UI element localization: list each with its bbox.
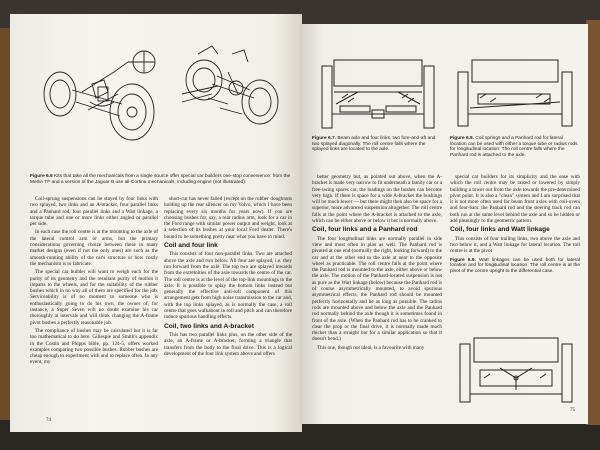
figure-6-8-caption: [450, 136, 578, 159]
paragraph: short-cut has never failed (except on the rubber doughnuts holding up the rear silencer on my Volvo, which I have been replacing every six months for years now). If you are choosing bushes for, say, a rear radius arm, look for a car in the Ford range with similar power output and weight, look at a selection of its bushes at your local Ford dealer. There's bound to be something pretty near what you have in mind.: [164, 196, 292, 240]
paragraph: The special car builder will want to weigh each for the purity of its geometry and the resultant purity of motion it imparts to the wheels, and for the suitability of the rubber bushes which in no way all of them are specified for the job. Serviceability is of no moment to someone who is enthusiastically going to do his own, the owner of, for instance, a Super Seven will no doubt examine his car thoroughly at intervals and will think changing the A-frame pivot bushes a perfectly reasonable job.: [30, 269, 158, 326]
paragraph: The compliance of bushes may be calculated but it is far too mathematical to do here. Gillespie and Smith's appendix in the Costin and Phipps bible, pp. 124-5, offers worked examples comparing two possible bushes. Rubber bushes are cheap enough to experiment with and to replace often. In any event, my: [30, 327, 158, 366]
left-page: [10, 14, 302, 432]
book-cover-edge-right: [586, 20, 600, 425]
right-page-column-1: [312, 174, 442, 353]
paragraph: The four longitudinal links are normally parallel in side view and most often in plan as well. The Panhard rod is pivoted at one end (normally the right, looking forward) to the car and at the other end to the axle at near to the opposite wheel as practicable. The roll centre falls at the point where the Panhard rod is mounted to the axle, either above or below the axle. The motion of the Panhard-located suspension is not as pure as the Watt linkage (below) because the Panhard rod is of course asymmetrically mounted, to avoid spurious asymmetrical effects, the Panhard rod should be mounted perfectly horizontally and be as long as possible. The radius rods are mounted above and below the axle and the Panhard rod normally behind the axle though it is sometimes found in front of the axle. (When the Panhard rod has to be cranked to clear the prop or the final drive, it is normally made much thicker than a straight bar for a similar application so that it doesn't bend.): [312, 235, 442, 343]
section-heading: Coil, two links and A-bracket: [164, 322, 254, 330]
figure-6-8-text: Coil springs and a Panhard rod for lateral location can be used with either a torque tube or radius rods for longitudinal location. The roll centre falls where the Panhard rod is attached to the axle.: [450, 136, 578, 159]
chassis-illustration: [32, 32, 282, 152]
page-number: 74: [46, 418, 51, 423]
paragraph: This consists of four non-parallel links. Two are attached above the axle and two below. All four are splayed, i.e. they run forward from the axle. The top two are splayed inwards from the extremities of the axle towards the centre of the car. The roll centre is at the level of the top-link mountings to the axle. It is possible to splay the bottom links instead but generally the effective anti-roll component of this arrangement gets from high noise transmission to the car and, with the top links splayed, as is normally the case, a roll centre that goes walkabout in roll and pitch and can therefore induce spurious handling effects.: [164, 251, 292, 321]
paragraph: This consists of four trailing links, two above the axle and two below it, and a Watt linkage for lateral location. The roll centre is at the pivot: [450, 235, 580, 255]
figure-6-6-caption: [30, 174, 295, 185]
figure-6-9-text: Watt linkages can be used both for lateral location and for longitudinal location. The roll centre is at the pivot of the centre upright to the differential case.: [450, 257, 580, 274]
paragraph: This has two parallel links plus, on the other side of the axle, an A-frame or A-bracket, forming a triangle that transfers from the body to the final drive. This is a logical development of the four link system above and offers: [164, 331, 292, 357]
figure-6-7-caption: [312, 136, 440, 153]
paragraph: special car builders for its simplicity and the ease with which the roll centre may be raised or lowered by simply building a tower out from the axle towards the pre-determined pivot point. It is also a "clean" system and I am surprised that it is not more often used for beam front axles with coil-overs and four-bars: the Panhard rod and the steering track rod can both run at the same level behind the axle and so be hidden or add pleasingly to the geometric pattern.: [450, 174, 580, 225]
left-page-column-2: [164, 196, 292, 359]
section-heading: Coil and four link: [164, 242, 218, 250]
figure-6-7-label: Figure 6.7.: [312, 136, 336, 141]
section-heading: Coil, four links and Watt linkage: [450, 226, 550, 234]
paragraph: In each case the roll centre is at the mounting to the axle of the lateral control arm or arms, but the primary considerations governing choice between these in many market designs (even if not the only ones) are such as the smooth-running ability of the car's structure or how costly the mechanism is to fabricate.: [30, 229, 158, 267]
figure-6-9-label: Figure 6.9.: [450, 257, 476, 263]
figure-6-7-text: Beam axle and four links, two fore-and-aft and two splayed diagonally. The roll centre falls where the splayed links are located to the axle.: [312, 136, 436, 153]
right-page: [300, 24, 588, 424]
figure-6-8-label: Figure 6.8.: [450, 136, 474, 141]
figure-6-8-diagram: [450, 46, 580, 132]
left-page-column-1: [30, 196, 158, 368]
paragraph: better geometry but, as pointed out above, when the A-bracket is made very narrow to fit underneath a family car or a free-swing spares car, the loadings on the bushes can become very high. If there is space for a wide A-bracket the bushings will be much lower — but there might then also be space for a superior, more advanced suspension altogether. The roll centre falls at the point where the A-bracket is attached to the axle, which can be either above or below it but is normally above.: [312, 174, 442, 225]
figure-6-7-diagram: [312, 46, 444, 132]
figure-6-6-label: Figure 6.6: [30, 174, 53, 179]
paragraph: Coil-sprung suspensions can be stayed by four links with two splayed, two links and an A-bracket, four parallel links and a Panhard rod, four parallel links and a Watt linkage, a torque tube and one or more links either angled or parallel per side.: [30, 196, 158, 228]
page-number: 75: [570, 408, 575, 413]
figure-6-6-text: Kits that take all the mechanicals from a single source offer special car builders one-stop convenience: from the Merlin TF and a version of the Jaguar B use all-Cortina mechanicals, including engine (not illustrated).: [30, 174, 291, 185]
figure-6-9-caption: [450, 258, 580, 275]
paragraph: This one, though not ideal, is a favourite with many: [317, 344, 425, 351]
figure-6-9-diagram: [454, 328, 578, 408]
right-page-column-2: [450, 174, 580, 275]
section-heading: Coil, four links and a Panhard rod: [312, 226, 418, 234]
